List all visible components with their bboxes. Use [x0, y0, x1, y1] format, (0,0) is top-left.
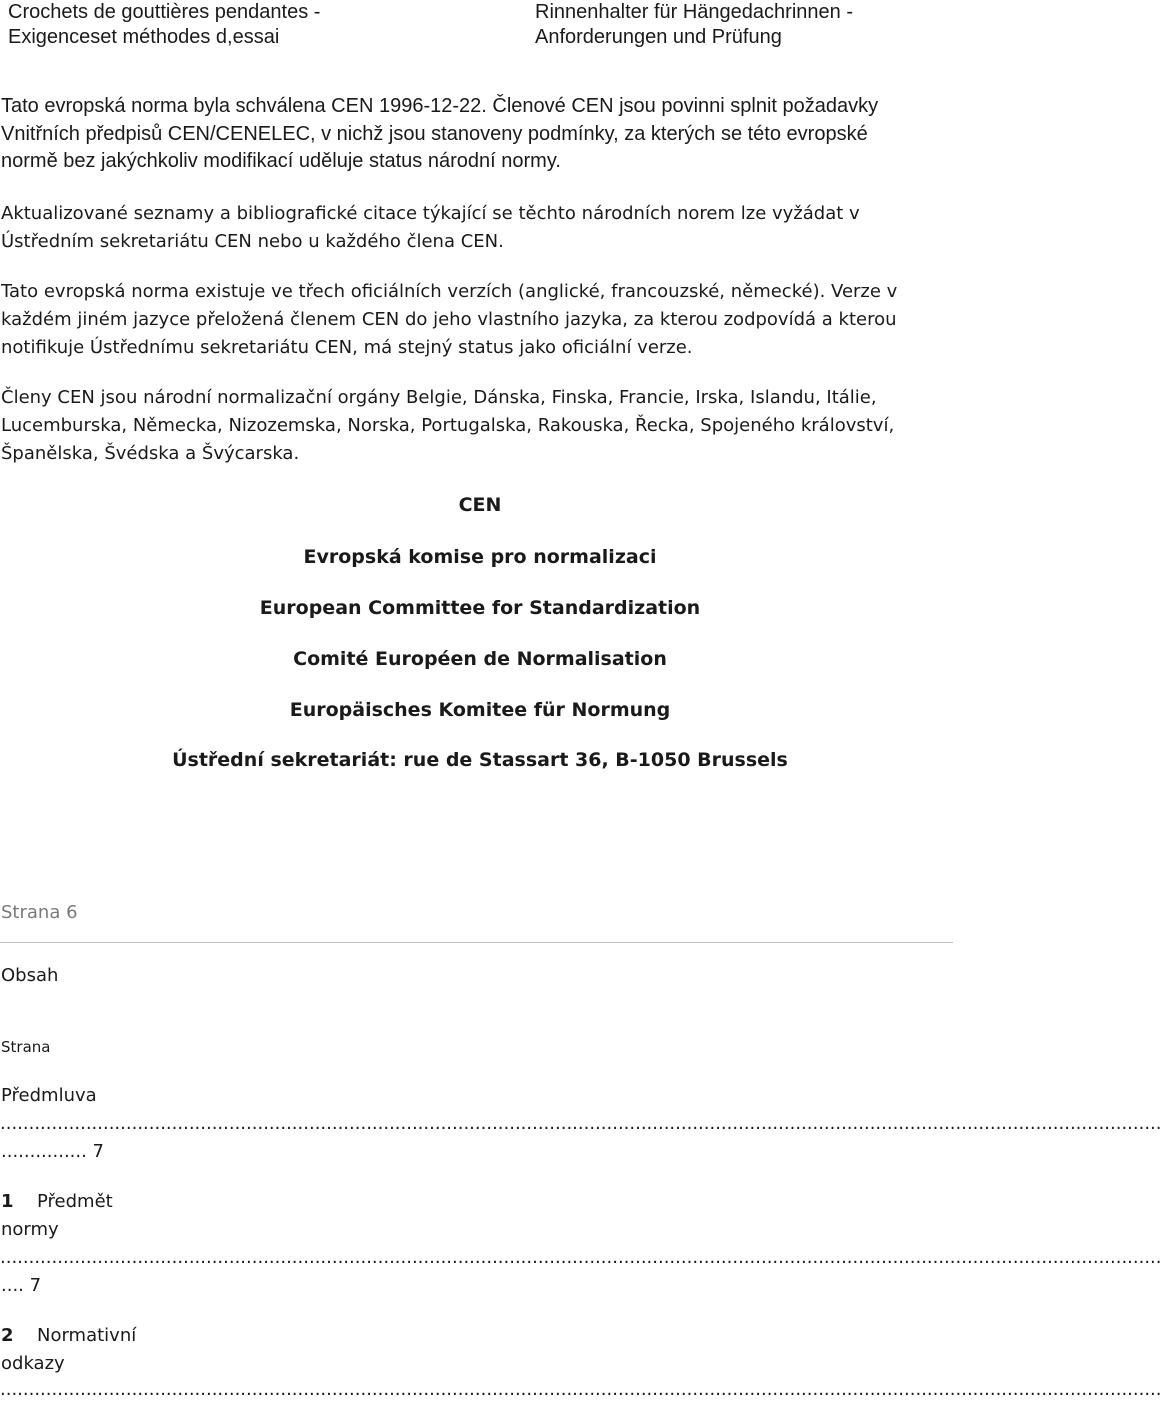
toc-entry-scope-page: .... 7 [1, 1275, 42, 1296]
header-french-line-1: Crochets de gouttières pendantes - [8, 1, 321, 23]
toc-title: Obsah [1, 965, 59, 986]
toc-entry-foreword-page: ............... 7 [1, 1141, 104, 1162]
versions-line-3: notifikuje Ústřednímu sekretariátu CEN, má stejný status jako oficiální verze. [1, 337, 693, 358]
approval-line-1: Tato evropská norma byla schválena CEN 1996-12-22. Členové CEN jsou povinni splnit požadavky [1, 95, 879, 117]
versions-paragraph [1, 278, 951, 362]
toc-entry-scope-title-2: normy [1, 1219, 59, 1240]
toc-entry-references-title-2: odkazy [1, 1353, 65, 1374]
versions-line-2: každém jiném jazyce přeložená členem CEN do jeho vlastního jazyka, za kterou zodpovídá a kterou [1, 309, 897, 330]
lists-paragraph [1, 200, 951, 256]
approval-line-2: Vnitřních předpisů CEN/CENELEC, v nichž jsou stanoveny podmínky, za kterých se této evropské [1, 122, 868, 145]
header-french-line-2: Exigenceset méthodes d,essai [8, 26, 280, 48]
toc-entry-scope[interactable] [1, 1188, 113, 1244]
organization-secretariat: Ústřední sekretariát: rue de Stassart 36, B-1050 Brussels [172, 749, 788, 771]
toc-column-header: Strana [1, 1038, 51, 1056]
lists-line-1: Aktualizované seznamy a bibliografické citace týkající se těchto národních norem lze vyžádat v [1, 203, 860, 224]
toc-entry-references-title-1: Normativní [37, 1325, 137, 1346]
toc-entry-references[interactable] [1, 1322, 136, 1378]
members-line-2: Lucemburska, Německa, Nizozemska, Norska, Portugalska, Rakouska, Řecka, Spojeného království, [1, 415, 895, 436]
approval-paragraph [1, 93, 951, 176]
toc-entry-scope-number: 1 [1, 1191, 14, 1212]
toc-entry-foreword[interactable] [1, 1082, 97, 1110]
toc-dot-leader: ........................................................................................................................................................................................................... [0, 1379, 1162, 1400]
toc-dot-leader: ........................................................................................................................................................................................................... [0, 1113, 1162, 1134]
toc-dot-leader: ........................................................................................................................................................................................................... [0, 1247, 1162, 1268]
header-german-line-1: Rinnenhalter für Hängedachrinnen - [535, 1, 853, 23]
header-title-german [535, 0, 955, 50]
members-line-3: Španělska, Švédska a Švýcarska. [1, 443, 300, 464]
organization-name-czech: Evropská komise pro normalizaci [303, 546, 657, 568]
header-german-line-2: Anforderungen und Prüfung [535, 26, 782, 48]
page-divider [0, 942, 953, 943]
members-paragraph [1, 384, 951, 468]
toc-entry-references-number: 2 [1, 1325, 14, 1346]
toc-entry-scope-title-1: Předmět [37, 1191, 113, 1212]
lists-line-2: Ústředním sekretariátu CEN nebo u každého člena CEN. [1, 231, 504, 252]
organization-name-french: Comité Européen de Normalisation [293, 648, 667, 670]
members-line-1: Členy CEN jsou národní normalizační orgány Belgie, Dánska, Finska, Francie, Irska, Islandu, Itálie, [1, 387, 877, 408]
organization-acronym: CEN [458, 494, 502, 516]
toc-entry-foreword-title: Předmluva [1, 1085, 97, 1106]
approval-line-3: normě bez jakýchkoliv modifikací uděluje status národní normy. [1, 150, 561, 172]
organization-name-german: Europäisches Komitee für Normung [289, 699, 671, 721]
header-title-french [8, 0, 508, 50]
page-number-label: Strana 6 [1, 902, 78, 923]
organization-name-english: European Committee for Standardization [259, 597, 701, 619]
versions-line-1: Tato evropská norma existuje ve třech oficiálních verzích (anglické, francouzské, německé). Verze v [1, 281, 898, 302]
